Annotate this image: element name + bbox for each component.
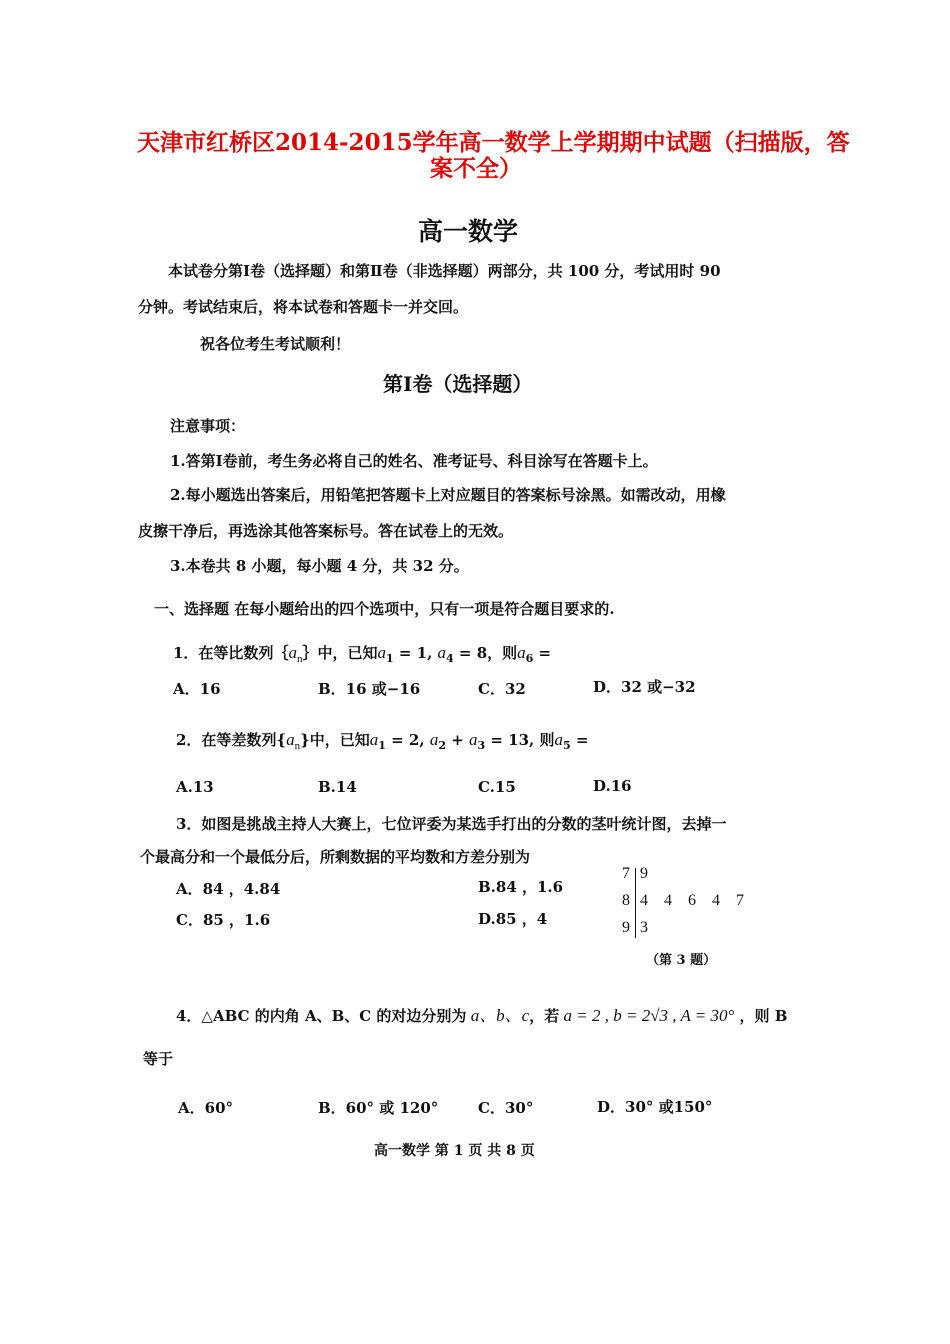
q1-option-c: C．32 [478,680,526,698]
q4-option-a: A．60° [178,1099,234,1117]
q3-option-c: C．85 ，1.6 [176,911,271,929]
question-1: 1．在等比数列$\{a_n\}$中，已知$a_1 = 1$, $a_4 = 8$，则$a_6$ = [173,643,552,665]
notice-2-line2: 皮擦干净后，再选涂其他答案标号。答在试卷上的无效。 [138,522,514,540]
q4-option-c: C．30° [478,1099,534,1117]
stem-8: 8 [622,892,630,909]
question-3-line2: 个最高分和一个最低分后，所剩数据的平均数和方差分别为 [140,848,531,866]
page-footer: 高一数学 第 1 页 共 8 页 [374,1143,535,1159]
intro-line2: 分钟。考试结束后，将本试卷和答题卡一并交回。 [138,298,469,316]
leaves-8: 4 4 6 4 7 [640,892,744,909]
question-4-line1: 4．△ABC 的内角 A、B、C 的对边分别为 a、b、c，若 a = 2 , b = 2√3 , A = 30° ，则 B [176,1006,788,1025]
notice-3: 3.本卷共 8 小题，每小题 4 分，共 32 分。 [170,557,469,575]
wish-text: 祝各位考生考试顺利！ [200,335,351,353]
stem-divider [635,868,636,938]
q2-option-a: A.13 [176,778,214,796]
q3-option-a: A．84 ，4.84 [176,880,281,898]
part1-title: 第Ⅰ卷（选择题） [383,372,533,396]
leaves-9: 3 [640,919,648,936]
question-3-line1: 3．如图是挑战主持人大赛上，七位评委为某选手打出的分数的茎叶统计图，去掉一 [176,815,727,833]
document-title-line1: 天津市红桥区2014-2015学年高一数学上学期期中试题（扫描版，答 [137,129,850,156]
stem-9: 9 [622,919,630,936]
intro-line1: 本试卷分第Ⅰ卷（选择题）和第Ⅱ卷（非选择题）两部分，共 100 分，考试用时 90 [168,262,721,280]
q3-option-d: D.85 ，4 [478,910,548,928]
question-2: 2．在等差数列$\{a_n\}$中，已知$a_1 = 2$, $a_2 + a_3 = 13$, 则$a_5$ = [176,730,589,752]
question-4-line2: 等于 [143,1050,174,1068]
q2-option-d: D.16 [593,777,632,795]
exam-title: 高一数学 [418,217,519,246]
stem-7: 7 [622,865,630,882]
q2-option-c: C.15 [478,778,516,796]
section-1-heading: 一、选择题 在每小题给出的四个选项中，只有一项是符合题目要求的. [154,600,615,618]
notice-2-line1: 2.每小题选出答案后，用铅笔把答题卡上对应题目的答案标号涂黑。如需改动，用橡 [170,486,726,504]
notice-heading: 注意事项： [170,417,246,435]
notice-1: 1.答第Ⅰ卷前，考生务必将自己的姓名、准考证号、科目涂写在答题卡上。 [170,452,658,470]
figure-caption: （第 3 题） [646,953,717,968]
q1-option-a: A．16 [173,680,221,698]
document-title-line2: 案不全） [430,155,522,182]
q1-option-b: B．16 或−16 [318,680,421,698]
q4-option-d: D．30° 或150° [597,1098,713,1116]
q3-option-b: B.84 ，1.6 [478,878,564,896]
q1-option-d: D．32 或−32 [593,678,696,696]
q2-option-b: B.14 [318,778,357,796]
leaves-7: 9 [640,865,648,882]
q4-option-b: B．60° 或 120° [318,1099,439,1117]
